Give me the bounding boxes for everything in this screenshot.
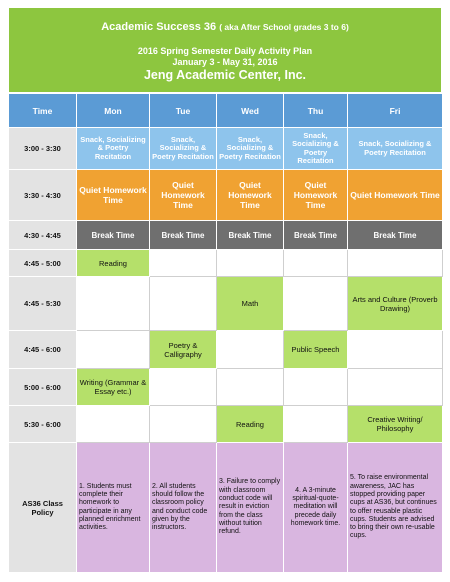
semester-dates: January 3 - May 31, 2016	[172, 57, 278, 67]
time-cell: 5:00 - 6:00	[9, 369, 77, 406]
time-cell: 3:00 - 3:30	[9, 128, 77, 170]
row-class-policy	[9, 443, 443, 573]
empty-cell	[284, 406, 348, 443]
activity-cell-mon: Reading	[77, 250, 150, 277]
activity-cell-fri: Creative Writing/ Philosophy	[348, 406, 443, 443]
activity-cell-fri: Snack, Socializing & Poetry Recitation	[348, 128, 443, 170]
empty-cell	[217, 369, 284, 406]
schedule-sheet	[8, 7, 442, 573]
policy-item-1: 1. Students must complete their homework to participate in any planned enrichment activities.	[77, 443, 150, 573]
empty-cell	[217, 250, 284, 277]
empty-cell	[284, 369, 348, 406]
program-title: Academic Success 36 ( aka After School grades 3 to 6)	[101, 21, 349, 33]
activity-cell-wed: Math	[217, 277, 284, 331]
activity-cell-thu: Break Time	[284, 221, 348, 250]
row-break	[9, 221, 443, 250]
activity-cell-tue: Break Time	[150, 221, 217, 250]
policy-item-3: 3. Failure to comply with classroom conduct code will result in eviction from the class without tuition refund.	[217, 443, 284, 573]
empty-cell	[217, 331, 284, 369]
col-tue-header: Tue	[150, 94, 217, 128]
policy-item-5: 5. To raise environmental awareness, JAC has stopped providing paper cups at AS36, but continues to offer reusable plastic cups. Students are advised to bring their own re-usable cups.	[348, 443, 443, 573]
time-cell: 5:30 - 6:00	[9, 406, 77, 443]
empty-cell	[150, 250, 217, 277]
activity-cell-wed: Break Time	[217, 221, 284, 250]
time-cell: 4:30 - 4:45	[9, 221, 77, 250]
activity-cell-thu: Snack, Socializing & Poetry Recitation	[284, 128, 348, 170]
activity-cell-tue: Snack, Socializing & Poetry Recitation	[150, 128, 217, 170]
row-writing	[9, 369, 443, 406]
policy-item-2: 2. All students should follow the classroom policy and conduct code given by the instructors.	[150, 443, 217, 573]
semester-title: 2016 Spring Semester Daily Activity Plan	[137, 46, 313, 56]
activity-cell-tue: Quiet Homework Time	[150, 170, 217, 221]
row-snack	[9, 128, 443, 170]
activity-cell-tue: Poetry & Calligraphy	[150, 331, 217, 369]
empty-cell	[348, 331, 443, 369]
policy-item-4: 4. A 3-minute spiritual-quote-meditation will precede daily homework time.	[284, 443, 348, 573]
policy-label: AS36 Class Policy	[9, 443, 77, 573]
time-cell: 4:45 - 6:00	[9, 331, 77, 369]
activity-cell-thu: Quiet Homework Time	[284, 170, 348, 221]
col-mon-header: Mon	[77, 94, 150, 128]
empty-cell	[284, 250, 348, 277]
day-header-row	[9, 94, 443, 128]
activity-cell-fri: Quiet Homework Time	[348, 170, 443, 221]
col-time-header: Time	[9, 94, 77, 128]
row-creative	[9, 406, 443, 443]
empty-cell	[150, 369, 217, 406]
empty-cell	[150, 277, 217, 331]
activity-cell-wed: Quiet Homework Time	[217, 170, 284, 221]
activity-cell-mon: Break Time	[77, 221, 150, 250]
time-cell: 3:30 - 4:30	[9, 170, 77, 221]
row-quiet-homework	[9, 170, 443, 221]
empty-cell	[348, 250, 443, 277]
activity-cell-wed: Reading	[217, 406, 284, 443]
col-thu-header: Thu	[284, 94, 348, 128]
activity-cell-fri: Arts and Culture (Proverb Drawing)	[348, 277, 443, 331]
empty-cell	[77, 331, 150, 369]
empty-cell	[77, 277, 150, 331]
col-wed-header: Wed	[217, 94, 284, 128]
activity-cell-mon: Snack, Socializing & Poetry Recitation	[77, 128, 150, 170]
row-poetry	[9, 331, 443, 369]
empty-cell	[348, 369, 443, 406]
activity-cell-mon: Quiet Homework Time	[77, 170, 150, 221]
col-fri-header: Fri	[348, 94, 443, 128]
activity-cell-wed: Snack, Socializing & Poetry Recitation	[217, 128, 284, 170]
time-cell: 4:45 - 5:30	[9, 277, 77, 331]
row-math	[9, 277, 443, 331]
schedule-header	[8, 7, 442, 93]
program-subtitle: ( aka After School grades 3 to 6)	[219, 22, 349, 32]
organization-name: Jeng Academic Center, Inc.	[143, 68, 307, 82]
row-reading	[9, 250, 443, 277]
activity-cell-fri: Break Time	[348, 221, 443, 250]
schedule-table	[8, 93, 443, 573]
time-cell: 4:45 - 5:00	[9, 250, 77, 277]
empty-cell	[284, 277, 348, 331]
activity-cell-thu: Public Speech	[284, 331, 348, 369]
empty-cell	[150, 406, 217, 443]
activity-cell-mon: Writing (Grammar & Essay etc.)	[77, 369, 150, 406]
empty-cell	[77, 406, 150, 443]
